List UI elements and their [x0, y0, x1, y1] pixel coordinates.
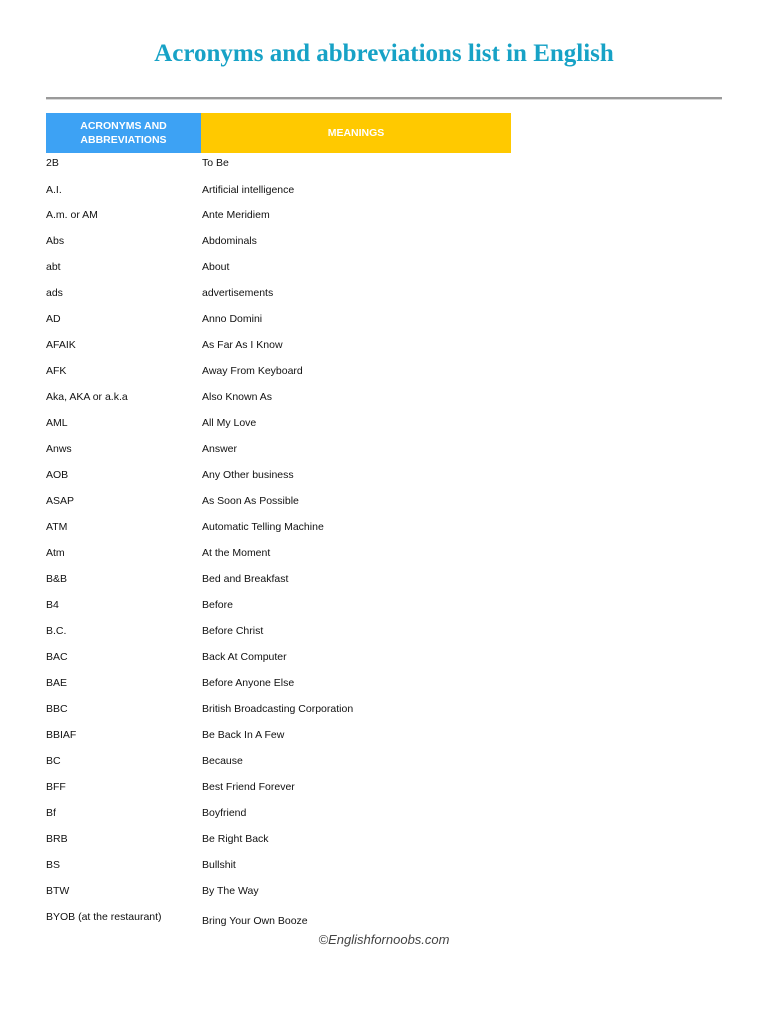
meaning-cell: Before Christ — [202, 625, 264, 637]
abbreviation-cell: AFAIK — [46, 339, 76, 351]
abbreviation-cell: abt — [46, 261, 61, 273]
meaning-cell: Boyfriend — [202, 807, 247, 819]
abbreviation-cell: Atm — [46, 547, 65, 559]
abbreviation-cell: Anws — [46, 443, 72, 455]
abbreviation-cell: ATM — [46, 521, 68, 533]
meaning-cell: Before — [202, 599, 233, 611]
header-meanings: MEANINGS — [201, 113, 511, 153]
table-row — [46, 260, 511, 280]
abbreviation-cell: ASAP — [46, 495, 75, 507]
meaning-cell: Back At Computer — [202, 651, 287, 663]
meaning-cell: Ante Meridiem — [202, 209, 270, 221]
abbreviation-cell: AOB — [46, 469, 69, 481]
abbreviation-cell: Bf — [46, 807, 56, 819]
meaning-cell: About — [202, 261, 230, 273]
title-divider — [46, 97, 722, 99]
meaning-cell: Artificial intelligence — [202, 184, 295, 196]
table-row — [46, 494, 511, 514]
meaning-cell: British Broadcasting Corporation — [202, 703, 354, 715]
table-row — [46, 910, 511, 930]
table-row — [46, 624, 511, 644]
abbreviation-cell: Aka, AKA or a.k.a — [46, 391, 128, 403]
table-row — [46, 650, 511, 670]
table-row — [46, 806, 511, 826]
abbreviation-cell: BC — [46, 755, 61, 767]
table-row — [46, 858, 511, 878]
footer-copyright: ©Englishfornoobs.com — [318, 932, 450, 947]
abbreviation-cell: BBIAF — [46, 729, 77, 741]
abbreviation-cell: BYOB (at the restaurant) — [46, 911, 162, 923]
abbreviation-cell: B&B — [46, 573, 68, 585]
table-row — [46, 546, 511, 566]
meaning-cell: Before Anyone Else — [202, 677, 295, 689]
meaning-cell: As Far As I Know — [202, 339, 283, 351]
meaning-cell: Bring Your Own Booze — [202, 915, 308, 927]
meaning-cell: Any Other business — [202, 469, 294, 481]
table-row — [46, 728, 511, 748]
page-title: Acronyms and abbreviations list in English — [154, 40, 614, 67]
acronyms-table — [46, 113, 511, 927]
table-row — [46, 780, 511, 800]
abbreviation-cell: AD — [46, 313, 61, 325]
table-row — [46, 156, 511, 176]
meaning-cell: Be Back In A Few — [202, 729, 285, 741]
meaning-cell: Bullshit — [202, 859, 236, 871]
meaning-cell: Away From Keyboard — [202, 365, 303, 377]
meaning-cell: Because — [202, 755, 243, 767]
meaning-cell: Also Known As — [202, 391, 273, 403]
abbreviation-cell: B4 — [46, 599, 59, 611]
meaning-cell: Bed and Breakfast — [202, 573, 289, 585]
table-row — [46, 598, 511, 618]
abbreviation-cell: AFK — [46, 365, 67, 377]
table-row — [46, 468, 511, 488]
table-row — [46, 234, 511, 254]
table-row — [46, 312, 511, 332]
table-row — [46, 390, 511, 410]
table-row — [46, 754, 511, 774]
table-row — [46, 364, 511, 384]
abbreviation-cell: BAC — [46, 651, 68, 663]
abbreviation-cell: Abs — [46, 235, 65, 247]
meaning-cell: Anno Domini — [202, 313, 263, 325]
meaning-cell: All My Love — [202, 417, 257, 429]
meaning-cell: advertisements — [202, 287, 274, 299]
abbreviation-cell: BFF — [46, 781, 66, 793]
table-row — [46, 676, 511, 696]
abbreviation-cell: A.m. or AM — [46, 209, 98, 221]
table-row — [46, 338, 511, 358]
table-row — [46, 286, 511, 306]
table-row — [46, 884, 511, 904]
table-row — [46, 520, 511, 540]
table-header — [46, 113, 511, 153]
meaning-cell: Abdominals — [202, 235, 257, 247]
meaning-cell: Be Right Back — [202, 833, 269, 845]
table-row — [46, 208, 511, 228]
abbreviation-cell: 2B — [46, 157, 59, 169]
meaning-cell: To Be — [202, 157, 229, 169]
meaning-cell: By The Way — [202, 885, 259, 897]
abbreviation-cell: AML — [46, 417, 68, 429]
abbreviation-cell: A.I. — [46, 184, 62, 196]
abbreviation-cell: B.C. — [46, 625, 67, 637]
abbreviation-cell: BAE — [46, 677, 68, 689]
table-row — [46, 442, 511, 462]
table-row — [46, 183, 511, 203]
header-acronyms: ACRONYMS AND ABBREVIATIONS — [46, 113, 201, 153]
table-row — [46, 702, 511, 722]
abbreviation-cell: ads — [46, 287, 63, 299]
meaning-cell: At the Moment — [202, 547, 271, 559]
abbreviation-cell: BTW — [46, 885, 70, 897]
abbreviation-cell: BBC — [46, 703, 68, 715]
meaning-cell: As Soon As Possible — [202, 495, 299, 507]
abbreviation-cell: BRB — [46, 833, 68, 845]
abbreviation-cell: BS — [46, 859, 61, 871]
table-row — [46, 572, 511, 592]
table-row — [46, 832, 511, 852]
meaning-cell: Answer — [202, 443, 238, 455]
meaning-cell: Automatic Telling Machine — [202, 521, 324, 533]
table-row — [46, 416, 511, 436]
meaning-cell: Best Friend Forever — [202, 781, 295, 793]
